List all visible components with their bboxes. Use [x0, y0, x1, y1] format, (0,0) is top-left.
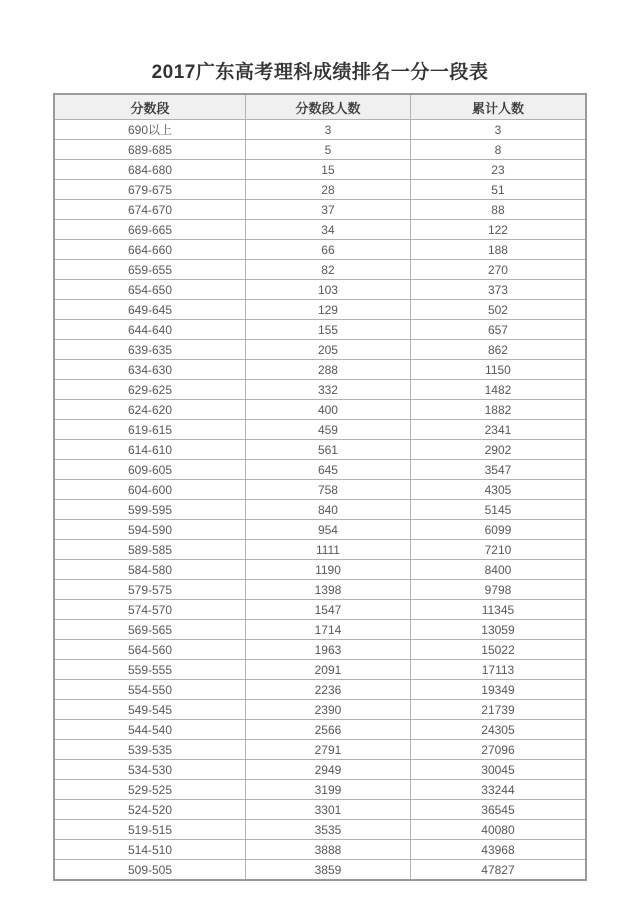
- cumulative-count-cell: 47827: [410, 860, 586, 881]
- band-count-cell: 3535: [246, 820, 411, 840]
- cumulative-count-cell: 1482: [410, 380, 586, 400]
- score-range-cell: 634-630: [54, 360, 246, 380]
- table-row: [54, 700, 586, 720]
- cumulative-count-cell: 373: [410, 280, 586, 300]
- band-count-cell: 840: [246, 500, 411, 520]
- band-count-cell: 155: [246, 320, 411, 340]
- band-count-cell: 2566: [246, 720, 411, 740]
- band-count-cell: 3888: [246, 840, 411, 860]
- cumulative-count-cell: 1150: [410, 360, 586, 380]
- table-row: [54, 760, 586, 780]
- table-row: [54, 480, 586, 500]
- score-range-cell: 579-575: [54, 580, 246, 600]
- score-range-cell: 539-535: [54, 740, 246, 760]
- band-count-cell: 34: [246, 220, 411, 240]
- cumulative-count-cell: 40080: [410, 820, 586, 840]
- table-row: [54, 640, 586, 660]
- table-header: [54, 94, 586, 120]
- table-row: [54, 160, 586, 180]
- band-count-cell: 28: [246, 180, 411, 200]
- score-range-cell: 584-580: [54, 560, 246, 580]
- table-row: [54, 720, 586, 740]
- column-header-cumulative-count: 累计人数: [410, 94, 586, 120]
- cumulative-count-cell: 27096: [410, 740, 586, 760]
- score-range-cell: 639-635: [54, 340, 246, 360]
- score-range-cell: 689-685: [54, 140, 246, 160]
- cumulative-count-cell: 4305: [410, 480, 586, 500]
- band-count-cell: 3: [246, 120, 411, 140]
- cumulative-count-cell: 122: [410, 220, 586, 240]
- table-row: [54, 780, 586, 800]
- score-range-cell: 664-660: [54, 240, 246, 260]
- band-count-cell: 2949: [246, 760, 411, 780]
- cumulative-count-cell: 88: [410, 200, 586, 220]
- band-count-cell: 66: [246, 240, 411, 260]
- table-row: [54, 340, 586, 360]
- table-row: [54, 200, 586, 220]
- band-count-cell: 1190: [246, 560, 411, 580]
- table-row: [54, 500, 586, 520]
- band-count-cell: 954: [246, 520, 411, 540]
- cumulative-count-cell: 19349: [410, 680, 586, 700]
- score-range-cell: 629-625: [54, 380, 246, 400]
- band-count-cell: 2390: [246, 700, 411, 720]
- band-count-cell: 288: [246, 360, 411, 380]
- band-count-cell: 3859: [246, 860, 411, 881]
- table-row: [54, 420, 586, 440]
- table-row: [54, 560, 586, 580]
- table-row: [54, 300, 586, 320]
- score-range-cell: 654-650: [54, 280, 246, 300]
- cumulative-count-cell: 51: [410, 180, 586, 200]
- band-count-cell: 1714: [246, 620, 411, 640]
- cumulative-count-cell: 6099: [410, 520, 586, 540]
- table-row: [54, 860, 586, 881]
- band-count-cell: 1398: [246, 580, 411, 600]
- band-count-cell: 758: [246, 480, 411, 500]
- cumulative-count-cell: 3547: [410, 460, 586, 480]
- column-header-score-range: 分数段: [54, 94, 246, 120]
- band-count-cell: 205: [246, 340, 411, 360]
- table-row: [54, 840, 586, 860]
- score-range-cell: 544-540: [54, 720, 246, 740]
- cumulative-count-cell: 30045: [410, 760, 586, 780]
- cumulative-count-cell: 11345: [410, 600, 586, 620]
- score-distribution-table: [53, 93, 587, 881]
- score-range-cell: 690以上: [54, 120, 246, 140]
- cumulative-count-cell: 270: [410, 260, 586, 280]
- score-range-cell: 589-585: [54, 540, 246, 560]
- band-count-cell: 37: [246, 200, 411, 220]
- table-row: [54, 260, 586, 280]
- cumulative-count-cell: 33244: [410, 780, 586, 800]
- table-row: [54, 240, 586, 260]
- score-range-cell: 599-595: [54, 500, 246, 520]
- cumulative-count-cell: 657: [410, 320, 586, 340]
- score-range-cell: 529-525: [54, 780, 246, 800]
- score-range-cell: 519-515: [54, 820, 246, 840]
- cumulative-count-cell: 8400: [410, 560, 586, 580]
- band-count-cell: 3199: [246, 780, 411, 800]
- score-range-cell: 659-655: [54, 260, 246, 280]
- cumulative-count-cell: 2902: [410, 440, 586, 460]
- cumulative-count-cell: 43968: [410, 840, 586, 860]
- table-row: [54, 460, 586, 480]
- band-count-cell: 1547: [246, 600, 411, 620]
- band-count-cell: 103: [246, 280, 411, 300]
- column-header-band-count: 分数段人数: [246, 94, 411, 120]
- score-range-cell: 524-520: [54, 800, 246, 820]
- cumulative-count-cell: 8: [410, 140, 586, 160]
- band-count-cell: 459: [246, 420, 411, 440]
- band-count-cell: 2236: [246, 680, 411, 700]
- score-range-cell: 604-600: [54, 480, 246, 500]
- table-row: [54, 740, 586, 760]
- table-body: [54, 120, 586, 881]
- cumulative-count-cell: 23: [410, 160, 586, 180]
- score-range-cell: 644-640: [54, 320, 246, 340]
- band-count-cell: 129: [246, 300, 411, 320]
- cumulative-count-cell: 3: [410, 120, 586, 140]
- cumulative-count-cell: 17113: [410, 660, 586, 680]
- table-row: [54, 600, 586, 620]
- table-row: [54, 120, 586, 140]
- score-range-cell: 554-550: [54, 680, 246, 700]
- cumulative-count-cell: 5145: [410, 500, 586, 520]
- table-row: [54, 380, 586, 400]
- table-row: [54, 620, 586, 640]
- score-range-cell: 559-555: [54, 660, 246, 680]
- band-count-cell: 561: [246, 440, 411, 460]
- band-count-cell: 1111: [246, 540, 411, 560]
- table-row: [54, 580, 586, 600]
- table-row: [54, 140, 586, 160]
- table-row: [54, 280, 586, 300]
- score-range-cell: 614-610: [54, 440, 246, 460]
- score-range-cell: 649-645: [54, 300, 246, 320]
- band-count-cell: 5: [246, 140, 411, 160]
- band-count-cell: 2091: [246, 660, 411, 680]
- score-range-cell: 609-605: [54, 460, 246, 480]
- score-range-cell: 534-530: [54, 760, 246, 780]
- cumulative-count-cell: 36545: [410, 800, 586, 820]
- band-count-cell: 332: [246, 380, 411, 400]
- cumulative-count-cell: 13059: [410, 620, 586, 640]
- score-range-cell: 619-615: [54, 420, 246, 440]
- cumulative-count-cell: 7210: [410, 540, 586, 560]
- cumulative-count-cell: 2341: [410, 420, 586, 440]
- table-row: [54, 440, 586, 460]
- table-row: [54, 360, 586, 380]
- score-range-cell: 624-620: [54, 400, 246, 420]
- table-row: [54, 320, 586, 340]
- table-row: [54, 180, 586, 200]
- table-row: [54, 520, 586, 540]
- cumulative-count-cell: 862: [410, 340, 586, 360]
- table-row: [54, 220, 586, 240]
- score-range-cell: 674-670: [54, 200, 246, 220]
- table-row: [54, 680, 586, 700]
- band-count-cell: 82: [246, 260, 411, 280]
- score-range-cell: 679-675: [54, 180, 246, 200]
- table-row: [54, 800, 586, 820]
- cumulative-count-cell: 188: [410, 240, 586, 260]
- table-row: [54, 660, 586, 680]
- table-row: [54, 400, 586, 420]
- band-count-cell: 645: [246, 460, 411, 480]
- band-count-cell: 3301: [246, 800, 411, 820]
- page-title: 2017广东高考理科成绩排名一分一段表: [151, 62, 489, 83]
- score-range-cell: 549-545: [54, 700, 246, 720]
- score-range-cell: 564-560: [54, 640, 246, 660]
- score-range-cell: 684-680: [54, 160, 246, 180]
- cumulative-count-cell: 24305: [410, 720, 586, 740]
- table-row: [54, 820, 586, 840]
- band-count-cell: 15: [246, 160, 411, 180]
- cumulative-count-cell: 15022: [410, 640, 586, 660]
- band-count-cell: 2791: [246, 740, 411, 760]
- score-range-cell: 594-590: [54, 520, 246, 540]
- score-range-cell: 514-510: [54, 840, 246, 860]
- table-row: [54, 540, 586, 560]
- cumulative-count-cell: 1882: [410, 400, 586, 420]
- header-row: [54, 94, 586, 120]
- cumulative-count-cell: 21739: [410, 700, 586, 720]
- cumulative-count-cell: 9798: [410, 580, 586, 600]
- score-range-cell: 569-565: [54, 620, 246, 640]
- score-range-cell: 669-665: [54, 220, 246, 240]
- band-count-cell: 400: [246, 400, 411, 420]
- score-range-cell: 574-570: [54, 600, 246, 620]
- band-count-cell: 1963: [246, 640, 411, 660]
- cumulative-count-cell: 502: [410, 300, 586, 320]
- score-range-cell: 509-505: [54, 860, 246, 881]
